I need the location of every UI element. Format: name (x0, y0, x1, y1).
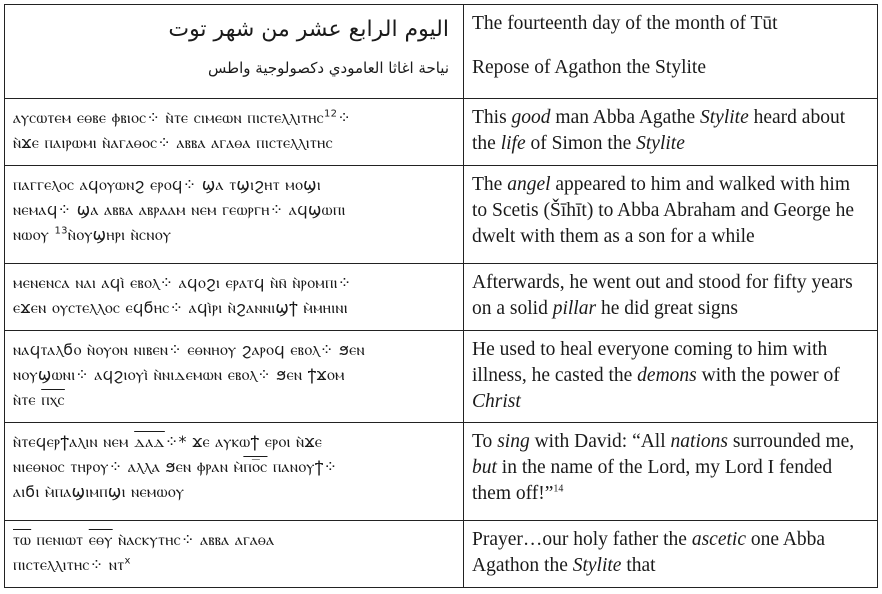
coptic-line (13, 172, 455, 197)
coptic-line (13, 362, 455, 387)
english-text: Prayer…our holy father the (472, 528, 692, 550)
english-header-cell (464, 5, 878, 99)
coptic-text: ⲡⲉⲛⲓⲱⲧ (31, 529, 89, 549)
table-row (5, 520, 878, 587)
coptic-text: ⲡⲓⲥⲧⲉⲗⲗⲓⲧⲏⲥ⁘ ⲛⲧ (13, 554, 125, 574)
english-cell (464, 422, 878, 520)
english-text: demons (637, 365, 697, 387)
english-text: nations (670, 430, 728, 452)
coptic-line (13, 130, 455, 155)
coptic-line (13, 105, 455, 130)
coptic-text: ⁘ (337, 107, 352, 127)
english-subtitle: Repose of Agathon the Stylite (472, 57, 706, 78)
table-row (5, 166, 878, 264)
coptic-line (13, 337, 455, 362)
coptic-text: ⲁⲩⲥⲱⲧⲉⲙ ⲉⲑⲃⲉ ⲫⲃⲓⲟⲥ⁘ ⲛ̀ⲧⲉ ⲥⲓⲙⲉⲱⲛ ⲡⲓⲥⲧⲉⲗⲗⲓⲧⲏⲥ (13, 107, 324, 127)
english-text: He used to heal everyone coming to him with illness, he casted the (472, 339, 828, 387)
abbreviation-overlined: ⲡⲟ̅ⲥ (243, 456, 268, 476)
coptic-text: ⲡⲁⲛⲟⲩϯ⁘ (267, 456, 338, 476)
table-row (5, 422, 878, 520)
coptic-cell (5, 98, 464, 165)
english-cell (464, 520, 878, 587)
coptic-text: ⲛ̀ⲧⲉϥⲉⲣϯⲁⲗⲓⲛ ⲛⲉⲙ (13, 431, 135, 451)
table-row (5, 331, 878, 423)
coptic-text: ⲛ̀ϫⲉ ⲡⲁⲓⲣⲱⲙⲓ ⲛ̀ⲁⲅⲁⲑⲟⲥ⁘ ⲁⲃⲃⲁ ⲁⲅⲁⲑⲁ ⲡⲓⲥⲧⲉⲗⲗⲓⲧⲏⲥ (13, 132, 333, 152)
english-text: but (472, 456, 497, 478)
english-text: surrounded me, (727, 430, 855, 452)
abbreviation-overlined: ⲉⲑⲩ (88, 529, 113, 549)
english-text: Christ (472, 391, 521, 413)
coptic-line (13, 222, 455, 247)
english-cell (464, 166, 878, 264)
coptic-text: ⲡⲁⲅⲅⲉⲗⲟⲥ ⲁϥⲟⲩⲱⲛϩ ⲉⲣⲟϥ⁘ ϣⲁ ⲧϣⲓϩⲏⲧ ⲙⲟϣⲓ (13, 175, 321, 195)
english-text: heard about the (472, 106, 846, 154)
english-cell (464, 331, 878, 423)
english-text: good (511, 106, 551, 128)
footnote-marker: 13 (54, 225, 68, 237)
coptic-line (13, 387, 455, 412)
coptic-text: ⲛ̀ⲧⲉ (13, 390, 42, 410)
abbreviation-overlined: ⲇⲁⲇ (134, 431, 165, 451)
english-text: Stylite (572, 554, 622, 576)
coptic-text: ⲛ̀ⲟⲩϣⲏⲣⲓ ⲛ̀ⲥⲛⲟⲩ (67, 225, 172, 245)
english-text: one Abba Agathon the (472, 528, 826, 576)
coptic-text: ⲙⲉⲛⲉⲛⲥⲁ ⲛⲁⲓ ⲁϥⲓ̀ ⲉⲃⲟⲗ⁘ ⲁϥⲟϩⲓ ⲉⲣⲁⲧϥ ⲛ̀ⲛ̄ ⲛ̀ⲣⲟⲙⲡⲓ⁘ (13, 272, 352, 292)
table-row (5, 98, 878, 165)
english-text: Stylite (700, 106, 749, 128)
coptic-text: ⲛⲓⲉⲑⲛⲟⲥ ⲧⲏⲣⲟⲩ⁘ ⲁⲗⲗⲁ ϧⲉⲛ ⲫⲣⲁⲛ ⲙ̀ (13, 456, 244, 476)
english-text: he did great signs (596, 297, 738, 319)
english-text: To (472, 430, 498, 452)
coptic-line (13, 429, 455, 454)
bilingual-text-table (4, 4, 878, 588)
english-text: Afterwards, he went out and stood for fifty years on a solid (472, 271, 853, 319)
coptic-text: ⁘* ϫⲉ ⲁⲩⲕⲱϯ ⲉⲣⲟⲓ ⲛ̀ϫⲉ (164, 431, 323, 451)
coptic-line (13, 552, 455, 577)
english-text: in the name of the Lord, my Lord I fended them off!” (472, 456, 833, 504)
coptic-cell (5, 520, 464, 587)
coptic-text: ⲛ̀ⲁⲥⲕⲩⲧⲏⲥ⁘ ⲁⲃⲃⲁ ⲁⲅⲁⲑⲁ (112, 529, 275, 549)
coptic-cell (5, 166, 464, 264)
coptic-text: ⲛⲁϥⲧⲁⲗϭⲟ ⲛ̀ⲟⲩⲟⲛ ⲛⲓⲃⲉⲛ⁘ ⲉⲑⲛⲏⲟⲩ ϩⲁⲣⲟϥ ⲉⲃⲟⲗ⁘ ϧⲉⲛ (13, 340, 365, 360)
coptic-cell (5, 422, 464, 520)
coptic-line (13, 454, 455, 479)
coptic-line (13, 479, 455, 504)
english-text: angel (507, 174, 551, 196)
coptic-text: ⲛⲟⲩϣⲱⲛⲓ⁘ ⲁϥϩⲓⲟⲩⲓ̀ ⲛ̀ⲛⲓⲇⲉⲙⲱⲛ ⲉⲃⲟⲗ⁘ ϧⲉⲛ ϯϫⲟⲙ (13, 365, 345, 385)
coptic-text: ⲁⲓϭⲓ ⲙ̀ⲡⲁϣⲓⲙⲡϣⲓ ⲛⲉⲙⲱⲟⲩ (13, 481, 185, 501)
coptic-line (13, 270, 455, 295)
coptic-cell (5, 331, 464, 423)
coptic-line (13, 295, 455, 320)
english-text: ascetic (691, 528, 746, 550)
abbreviation-overlined: ⲡⲭⲥ (41, 390, 65, 410)
english-text: with the power of (696, 365, 840, 387)
english-text: sing (497, 430, 530, 452)
footnote-marker: 14 (553, 483, 564, 495)
arabic-subtitle: نياحة اغاثا العامودي دكصولوجية واطس (208, 59, 449, 77)
footnote-marker: 12 (324, 108, 338, 120)
footnote-marker: x (124, 555, 131, 567)
coptic-text: ⲛⲉⲙⲁϥ⁘ ϣⲁ ⲁⲃⲃⲁ ⲁⲃⲣⲁⲁⲙ ⲛⲉⲙ ⲅⲉⲱⲣⲅⲏ⁘ ⲁϥϣⲱⲡⲓ (13, 200, 346, 220)
english-text: The (472, 174, 508, 196)
english-text: life (500, 132, 526, 154)
coptic-text: ⲛⲱⲟⲩ (13, 225, 55, 245)
english-text: with David: “All (529, 430, 671, 452)
english-cell (464, 263, 878, 330)
table-row (5, 263, 878, 330)
english-text: appeared to him and walked with him to Scetis (Šīhīt) to Abba Abraham and George he dwelt with them as a son for a while (472, 174, 854, 248)
coptic-text: ⲉϫⲉⲛ ⲟⲩⲥⲧⲉⲗⲗⲟⲥ ⲉϥϭⲏⲥ⁘ ⲁϥⲓ̀ⲣⲓ ⲛ̀ϩⲁⲛⲛⲓϣϯ ⲙ̀ⲙⲏⲓⲛⲓ (13, 297, 348, 317)
coptic-line (13, 197, 455, 222)
english-cell (464, 98, 878, 165)
english-text: man Abba Agathe (550, 106, 701, 128)
arabic-header-cell (5, 5, 464, 99)
english-text: of Simon the (525, 132, 637, 154)
header-row (5, 5, 878, 99)
english-text: This (472, 106, 512, 128)
english-text: Stylite (636, 132, 685, 154)
arabic-title: اليوم الرابع عشر من شهر توت (168, 17, 449, 42)
coptic-line (13, 527, 455, 552)
english-text: that (621, 554, 656, 576)
english-text: pillar (552, 297, 597, 319)
abbreviation-overlined: ⲧⲱ (13, 529, 32, 549)
english-title: The fourteenth day of the month of Tūt (472, 13, 778, 34)
coptic-cell (5, 263, 464, 330)
